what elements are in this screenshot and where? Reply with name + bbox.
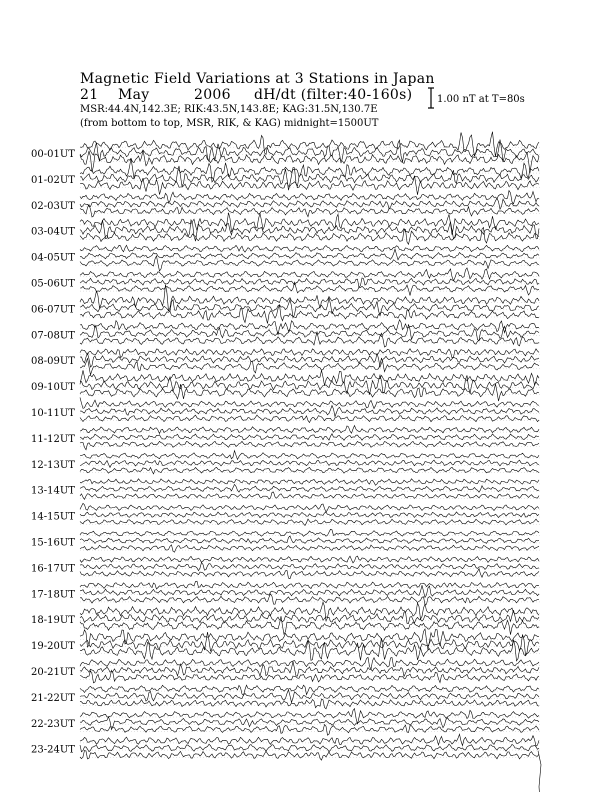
- trace-rik: [80, 536, 539, 543]
- hour-row: [31, 398, 540, 423]
- trace-kag: [80, 519, 539, 526]
- hour-row: [31, 285, 540, 324]
- date-month: May: [118, 87, 150, 103]
- hour-label: 15-16UT: [31, 537, 75, 549]
- trace-kag: [80, 415, 539, 423]
- trace-kag: [80, 305, 539, 324]
- hour-row: [31, 581, 540, 604]
- trace-rik: [80, 662, 539, 677]
- hour-row: [31, 370, 540, 401]
- trace-kag: [80, 467, 539, 474]
- hour-label: 00-01UT: [31, 149, 75, 160]
- hour-row: [31, 709, 540, 736]
- trace-msr: [80, 479, 539, 486]
- trace-msr: [80, 709, 539, 725]
- trace-kag: [80, 545, 539, 552]
- trace-kag: [80, 358, 539, 375]
- trace-kag: [80, 150, 539, 173]
- hour-label: 16-17UT: [31, 563, 75, 575]
- trace-rik: [80, 166, 539, 190]
- hour-label: 14-15UT: [31, 511, 75, 523]
- hour-rows: [31, 132, 544, 792]
- trace-rik: [80, 353, 539, 367]
- trace-rik: [80, 744, 539, 752]
- quantity-label: dH/dt (filter:40-160s): [254, 87, 413, 103]
- hour-row: [31, 556, 540, 579]
- hour-row: [31, 657, 540, 683]
- trace-msr: [80, 398, 539, 409]
- hour-label: 20-21UT: [31, 667, 75, 678]
- hour-label: 18-19UT: [31, 615, 75, 627]
- hour-label: 23-24UT: [31, 744, 75, 756]
- hour-label: 04-05UT: [31, 252, 75, 264]
- trace-msr: [80, 245, 539, 252]
- hour-label: 03-04UT: [31, 226, 75, 238]
- trace-msr: [80, 734, 539, 746]
- trace-msr: [80, 191, 539, 204]
- hour-row: [31, 479, 540, 500]
- hour-row: [31, 158, 540, 195]
- trace-msr: [80, 268, 539, 281]
- trace-rik: [80, 375, 539, 395]
- trace-kag: [80, 282, 539, 295]
- trace-kag: [80, 616, 539, 635]
- trace-kag: [80, 176, 539, 195]
- trace-kag: [80, 594, 539, 605]
- trace-msr: [80, 320, 539, 335]
- hour-row: [31, 268, 540, 296]
- hour-row: [31, 426, 540, 450]
- trace-rik: [80, 324, 539, 340]
- date-year: 2006: [194, 87, 231, 103]
- hour-label: 09-10UT: [31, 382, 75, 394]
- trace-kag: [80, 638, 539, 661]
- hour-row: [31, 451, 540, 474]
- trace-kag: [80, 725, 539, 736]
- hour-label: 08-09UT: [31, 356, 75, 368]
- hour-row: [31, 191, 540, 217]
- hour-row: [31, 629, 540, 661]
- trace-rik: [80, 717, 539, 730]
- trace-rik: [80, 460, 539, 467]
- hour-row: [31, 602, 540, 635]
- hour-label: 02-03UT: [31, 200, 75, 212]
- hour-label: 21-22UT: [31, 692, 75, 704]
- hour-label: 01-02UT: [31, 174, 75, 186]
- trace-msr: [80, 370, 539, 385]
- hour-row: [31, 734, 540, 760]
- trace-kag: [80, 569, 539, 579]
- page-title: Magnetic Field Variations at 3 Stations in Japan: [80, 71, 435, 87]
- trace-msr: [80, 529, 539, 536]
- hour-label: 05-06UT: [31, 278, 75, 290]
- hour-row: [31, 320, 540, 347]
- hour-label: 06-07UT: [31, 304, 75, 316]
- hour-row: [31, 503, 540, 525]
- trace-rik: [80, 198, 539, 209]
- trace-kag: [80, 227, 539, 244]
- trace-kag: [80, 699, 539, 709]
- hour-row: [31, 132, 540, 173]
- hour-row: [31, 529, 540, 552]
- hour-row: [31, 685, 540, 709]
- hour-row: [31, 213, 540, 245]
- trace-msr: [80, 503, 539, 512]
- hour-label: 17-18UT: [31, 589, 75, 601]
- scale-bar-label: 1.00 nT at T=80s: [437, 94, 525, 105]
- hour-label: 10-11UT: [31, 408, 75, 419]
- trace-rik: [80, 278, 539, 288]
- date-day: 21: [80, 87, 99, 103]
- hour-label: 13-14UT: [31, 485, 75, 497]
- hour-label: 12-13UT: [31, 459, 75, 471]
- trace-msr: [80, 132, 539, 157]
- hour-label: 19-20UT: [31, 641, 75, 653]
- trace-kag: [80, 750, 539, 760]
- trace-rik: [80, 610, 539, 623]
- trace-msr: [80, 556, 539, 563]
- hour-label: 11-12UT: [31, 433, 75, 445]
- hour-label: 07-08UT: [31, 330, 75, 342]
- hour-row: [31, 349, 540, 375]
- trace-kag: [80, 205, 539, 217]
- trace-rik: [80, 406, 539, 417]
- trace-rik: [80, 562, 539, 570]
- stacking-order-note: (from bottom to top, MSR, RIK, & KAG) midnight=1500UT: [80, 118, 379, 129]
- hour-label: 22-23UT: [31, 718, 75, 730]
- trace-msr: [80, 581, 539, 589]
- trace-kag: [80, 441, 539, 449]
- trace-tail: [538, 751, 544, 792]
- station-coordinates: MSR:44.4N,142.3E; RIK:43.5N,143.8E; KAG:31.5N,130.7E: [80, 104, 378, 115]
- hour-row: [31, 245, 540, 271]
- trace-kag: [80, 384, 539, 401]
